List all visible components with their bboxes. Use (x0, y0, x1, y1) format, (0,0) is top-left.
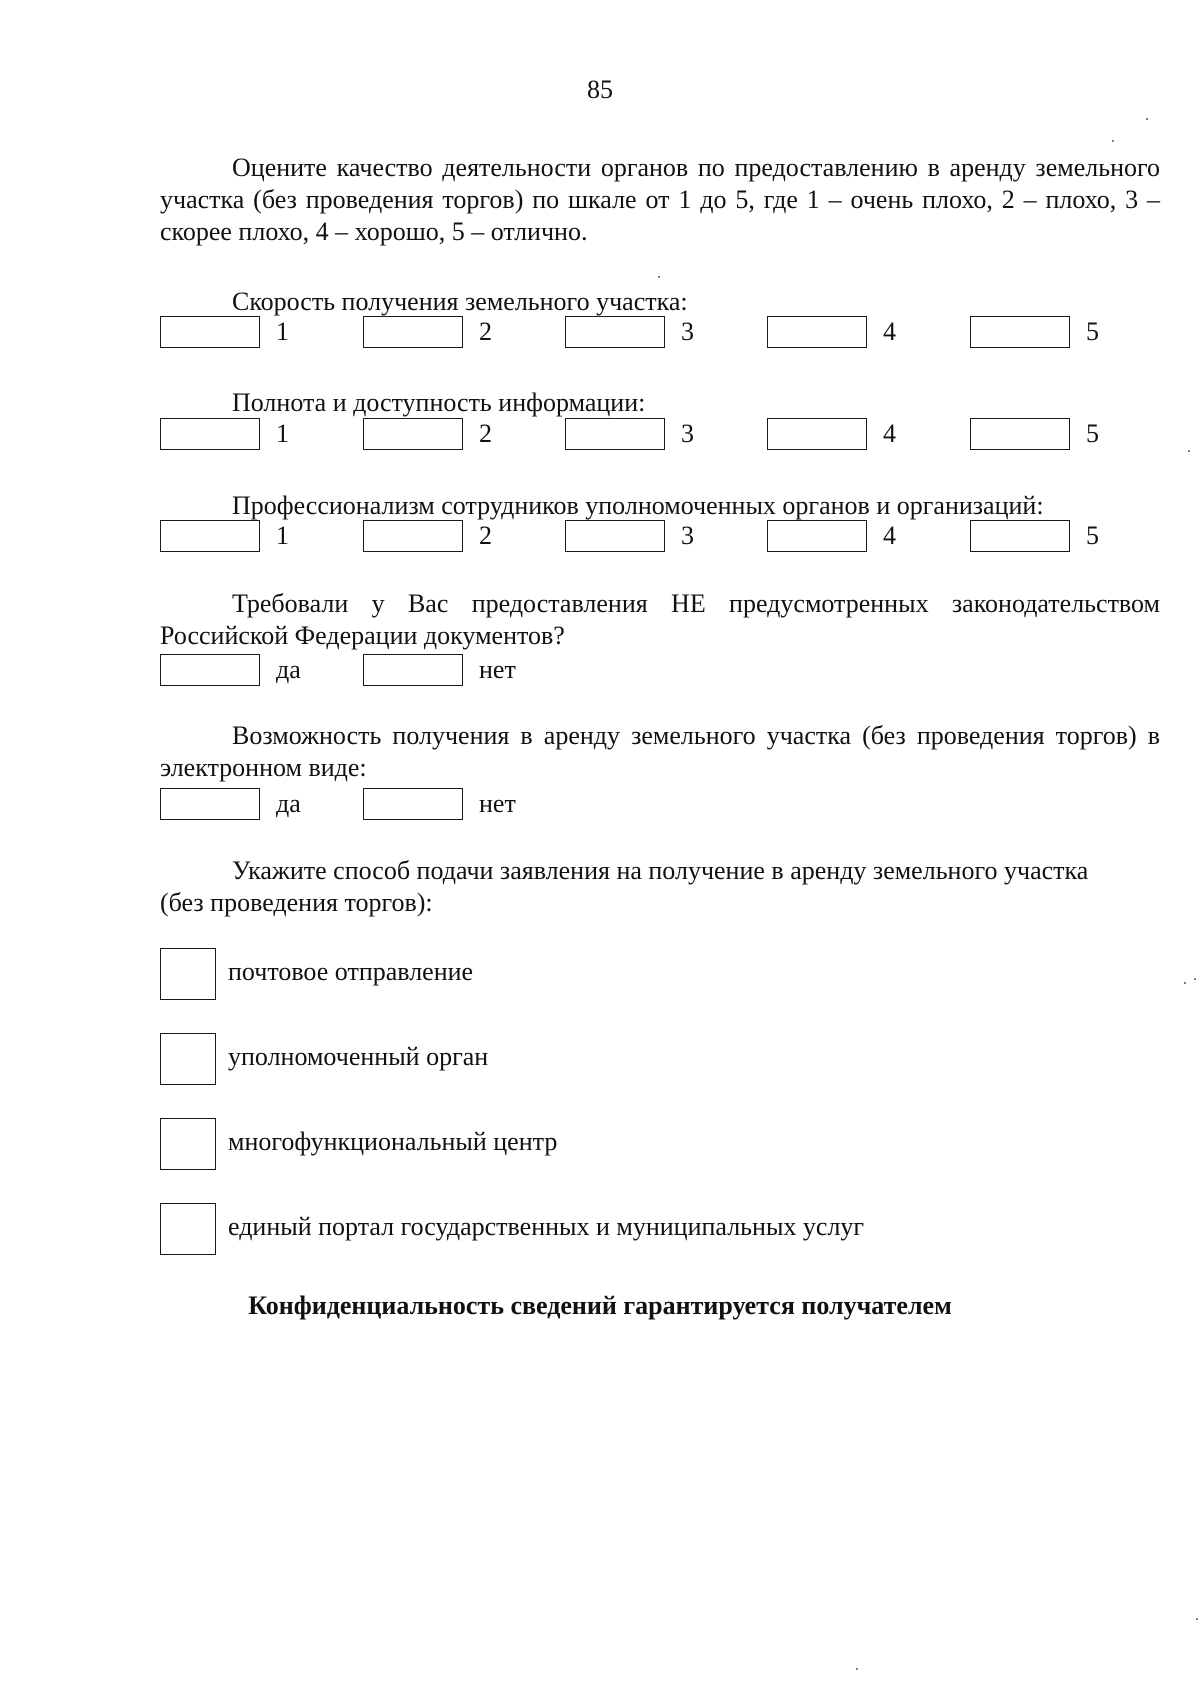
rating-checkbox[interactable] (767, 520, 867, 552)
rating-checkbox[interactable] (767, 418, 867, 450)
rating-option-label: 5 (1086, 419, 1099, 448)
rating-option-label: 4 (883, 317, 896, 346)
rating-checkbox[interactable] (160, 520, 260, 552)
rating-option-label: 1 (276, 419, 289, 448)
rating-option-label: 4 (883, 521, 896, 550)
rating-checkbox[interactable] (970, 316, 1070, 348)
no-checkbox[interactable] (363, 788, 463, 820)
confidentiality-note: Конфиденциальность сведений гарантируется получателем (248, 1291, 952, 1320)
rating-option-label: 2 (479, 317, 492, 346)
scan-speck (1194, 978, 1196, 980)
rating-checkbox[interactable] (363, 520, 463, 552)
scan-speck (1146, 118, 1148, 120)
rating-option-label: 3 (681, 521, 694, 550)
method-checkbox[interactable] (160, 1118, 216, 1170)
rating-option-label: 3 (681, 317, 694, 346)
rating-option-label: 5 (1086, 521, 1099, 550)
method-option-label: единый портал государственных и муниципальных услуг (228, 1212, 865, 1241)
rating-option-label: 2 (479, 419, 492, 448)
rating-checkbox[interactable] (565, 520, 665, 552)
no-checkbox[interactable] (363, 654, 463, 686)
rating-checkbox[interactable] (970, 418, 1070, 450)
rating-option-label: 2 (479, 521, 492, 550)
intro-text: Оцените качество деятельности органов по предоставлению в аренду земельного участка (без проведения торгов) по шкале от 1 до 5, где 1 – очень плохо, 2 – плохо, 3 – скорее плохо, 4 – хорошо, 5 – отлично. (160, 153, 1160, 246)
rating-checkbox[interactable] (160, 418, 260, 450)
rating-option-label: 5 (1086, 317, 1099, 346)
method-option-label: уполномоченный орган (228, 1042, 489, 1071)
rating-question-speed-label: Скорость получения земельного участка: (232, 287, 688, 316)
yesno-question-documents (160, 588, 1160, 652)
yesno-question-electronic-label: Возможность получения в аренду земельного участка (без проведения торгов) в электронном виде: (160, 721, 1160, 782)
method-question (160, 855, 1100, 919)
yes-checkbox[interactable] (160, 654, 260, 686)
rating-question-professionalism-label: Профессионализм сотрудников уполномоченных органов и организаций: (232, 491, 1044, 520)
rating-option-label: 4 (883, 419, 896, 448)
rating-checkbox[interactable] (565, 316, 665, 348)
method-option-label: почтовое отправление (228, 957, 474, 986)
rating-checkbox[interactable] (970, 520, 1070, 552)
no-label: нет (479, 655, 516, 684)
yesno-question-electronic (160, 720, 1160, 784)
method-checkbox[interactable] (160, 1033, 216, 1085)
method-option-label: многофункциональный центр (228, 1127, 558, 1156)
method-question-label: Укажите способ подачи заявления на получение в аренду земельного участка (без проведения торгов): (160, 856, 1089, 917)
scan-speck (1184, 982, 1186, 984)
rating-option-label: 1 (276, 521, 289, 550)
no-label: нет (479, 789, 516, 818)
yes-checkbox[interactable] (160, 788, 260, 820)
scan-speck (856, 1668, 858, 1670)
yes-label: да (276, 655, 301, 684)
method-checkbox[interactable] (160, 948, 216, 1000)
yesno-question-documents-label: Требовали у Вас предоставления НЕ предусмотренных законодательством Российской Федерации документов? (160, 589, 1160, 650)
rating-checkbox[interactable] (160, 316, 260, 348)
rating-checkbox[interactable] (363, 316, 463, 348)
method-checkbox[interactable] (160, 1203, 216, 1255)
scan-speck (1188, 450, 1190, 452)
rating-question-info-label: Полнота и доступность информации: (232, 388, 646, 417)
page-number: 85 (587, 75, 613, 104)
rating-option-label: 1 (276, 317, 289, 346)
intro-paragraph (160, 152, 1160, 248)
rating-checkbox[interactable] (363, 418, 463, 450)
yes-label: да (276, 789, 301, 818)
scan-speck (1112, 140, 1114, 142)
rating-checkbox[interactable] (565, 418, 665, 450)
scan-speck (1196, 1618, 1198, 1620)
rating-checkbox[interactable] (767, 316, 867, 348)
rating-option-label: 3 (681, 419, 694, 448)
scan-speck (658, 276, 660, 278)
